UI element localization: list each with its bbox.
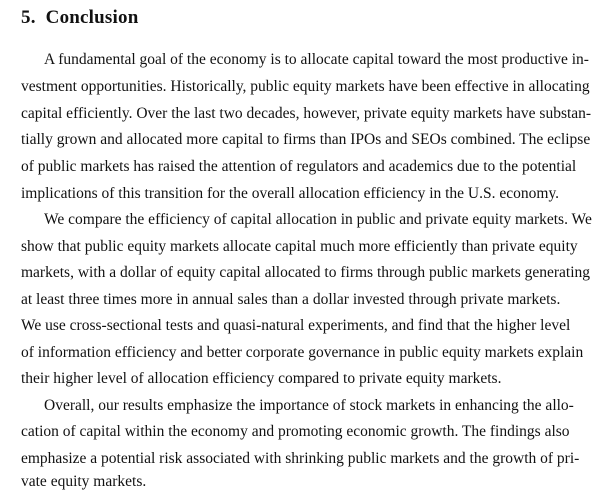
paragraph-1-line-2: vestment opportunities. Historically, public equity markets have been effective in allocating — [21, 78, 590, 95]
section-number: 5. — [21, 7, 36, 28]
section-heading — [21, 7, 138, 29]
paragraph-1-line-3: capital efficiently. Over the last two decades, however, private equity markets have substan- — [21, 105, 592, 122]
paragraph-2-line-2: show that public equity markets allocate capital much more efficiently than private equity — [21, 238, 578, 255]
paragraph-2-line-1: We compare the efficiency of capital allocation in public and private equity markets. We — [44, 211, 592, 228]
paragraph-1-line-1: A fundamental goal of the economy is to allocate capital toward the most productive in- — [44, 51, 589, 68]
section-title: Conclusion — [45, 7, 139, 28]
paragraph-2-line-5: We use cross-sectional tests and quasi-natural experiments, and find that the higher level — [21, 317, 571, 334]
paragraph-1-line-5: of public markets has raised the attention of regulators and academics due to the potential — [21, 158, 577, 175]
paragraph-3-line-2: cation of capital within the economy and promoting economic growth. The findings also — [21, 423, 570, 440]
paragraph-3-line-3: emphasize a potential risk associated with shrinking public markets and the growth of pri- — [21, 450, 580, 467]
paragraph-2-line-7: their higher level of allocation efficiency compared to private equity markets. — [21, 370, 502, 387]
paragraph-1-line-6: implications of this transition for the overall allocation efficiency in the U.S. economy. — [21, 185, 560, 202]
paragraph-2-line-4: at least three times more in annual sales than a dollar invested through private markets. — [21, 291, 561, 308]
paragraph-2-line-3: markets, with a dollar of equity capital allocated to firms through public markets generating — [21, 264, 591, 281]
paragraph-3-line-1: Overall, our results emphasize the importance of stock markets in enhancing the allo- — [44, 397, 574, 414]
paragraph-3-line-4: vate equity markets. — [21, 473, 147, 490]
paragraph-2-line-6: of information efficiency and better corporate governance in public equity markets explain — [21, 344, 584, 361]
paragraph-1-line-4: tially grown and allocated more capital to firms than IPOs and SEOs combined. The eclipse — [21, 131, 591, 148]
